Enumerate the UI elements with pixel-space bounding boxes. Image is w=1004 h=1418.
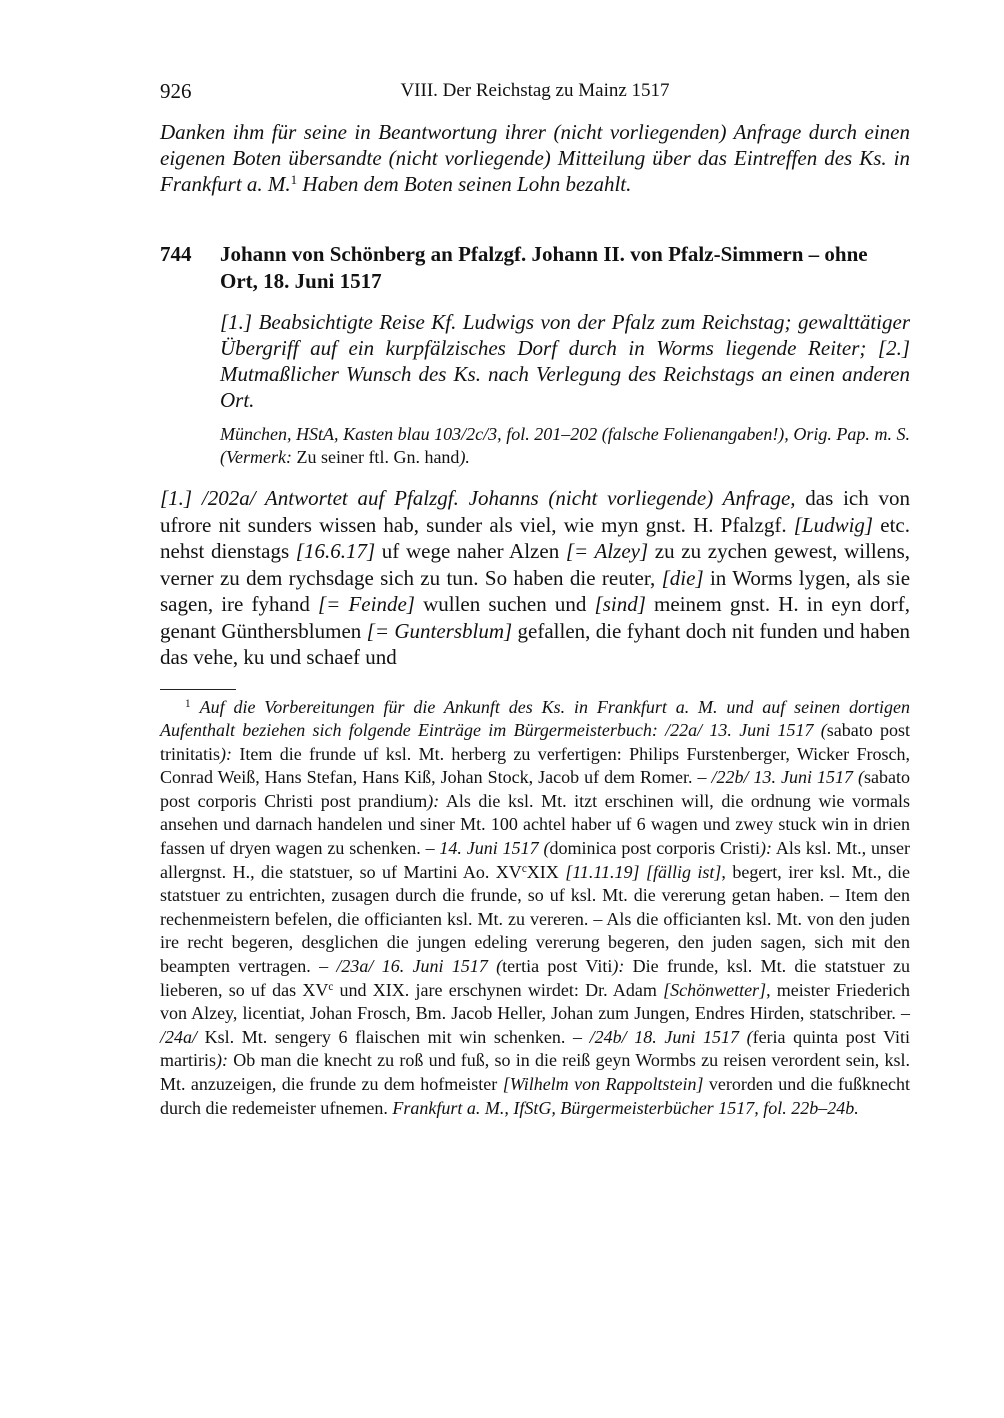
page-header — [160, 76, 910, 112]
fn-seg: verorden und die fußknecht durch die redemeister ufnemen. — [160, 1074, 911, 1118]
body-seg: [= Alzey] — [565, 539, 649, 563]
body-seg: [1.] /202a/ Antwortet auf Pfalzgf. Johanns (nicht vorliegende) Anfrage, — [160, 486, 796, 510]
body-seg: wullen suchen und — [414, 592, 595, 616]
entry-heading — [160, 241, 910, 295]
body-seg: uf wege naher Alzen — [375, 539, 566, 563]
footnote-divider — [160, 689, 236, 690]
fn-seg: ): — [760, 838, 773, 859]
fn-seg: ): — [220, 743, 232, 764]
fn-seg: ): — [427, 790, 440, 811]
body-seg: [= Feinde] — [317, 592, 415, 616]
fn-seg: ): — [612, 956, 625, 977]
fn-seg: Als ksl. Mt., unser allergnst. H., die statstuer, so uf Martini Ao. XV — [160, 838, 910, 882]
fn-seg: tertia post Viti — [502, 956, 613, 977]
footnote-ref[interactable]: 1 — [290, 171, 298, 187]
body-seg: gefallen, die fyhant doch nit funden und haben das vehe, ku und schaef und — [160, 618, 911, 669]
fn-sup: c — [521, 862, 527, 875]
fn-seg: Item die frunde uf ksl. Mt. herberg zu verfertigen: Philips Furstenberger, Wicker Frosch, Conrad Weiß, Hans Stefan, Hans Kiß, Johan Stock, Jacob uf dem Romer. — [160, 743, 910, 788]
fn-sup: c — [328, 980, 334, 993]
body-seg: etc. nehst dienstags — [160, 512, 910, 563]
fn-seg: [Schönwetter] — [663, 979, 767, 1000]
entry-title: Johann von Schönberg an Pfalzgf. Johann II. von Pfalz-Simmern – ohne Ort, 18. Juni 1517 — [220, 242, 868, 293]
source-text: München, HStA, Kasten blau 103/2c/3, fol. 201–202 (falsche Folienangaben!), Orig. Pap. m. S. (Vermerk: — [220, 424, 910, 467]
fn-seg: – /24b/ 18. Juni 1517 ( — [573, 1026, 753, 1047]
fn-seg: – /22b/ 13. Juni 1517 ( — [697, 767, 864, 788]
body-seg: [16.6.17] — [295, 539, 376, 563]
body-paragraph — [160, 485, 910, 671]
fn-seg: dominica post corporis Cristi — [549, 838, 761, 859]
entry-regest: [1.] Beabsichtigte Reise Kf. Ludwigs von der Pfalz zum Reichstag; gewalttätiger Übergriff auf ein kurpfälzisches Dorf durch in Worms liegende Reiter; [2.] Mutmaßlicher Wunsch des Ks. nach Verlegung des Reichstags an einen anderen Ort. — [220, 310, 910, 412]
body-seg: [= Guntersblum] — [366, 618, 513, 643]
fn-seg: Ksl. Mt. sengery 6 flaischen mit win schenken. — [197, 1026, 573, 1047]
fn-seg: – /24a/ — [160, 1003, 910, 1047]
fn-seg: , meister Friederich von Alzey, licentiat, Johan Frosch, Bm. Jacob Heller, Johan zum Jungen, Endres Hirden, statschriber. — [160, 979, 910, 1024]
fn-seg: Frankfurt a. M., IfStG, Bürgermeisterbücher 1517, fol. 22b–24b. — [392, 1097, 859, 1118]
fn-seg: sabato post corporis Christi post prandium — [160, 767, 910, 811]
fn-seg: XIX — [526, 861, 566, 882]
body-seg: in Worms lygen, als sie sagen, ire fyhand — [160, 565, 911, 616]
fn-seg: – /23a/ 16. Juni 1517 ( — [319, 956, 503, 977]
fn-seg: Auf die Vorbereitungen für die Ankunft des Ks. in Frankfurt a. M. und auf seinen dortigen Aufenthalt beziehen sich folgende Einträge im Bürgermeisterbuch: /22a/ 13. Juni 1517 ( — [160, 696, 910, 741]
fn-seg: Ob man die knecht zu roß und fuß, so in die reiß geyn Wormbs zu reisen verordent sein, ksl. Mt. anzuzeigen, die frunde zu dem hofmeister — [160, 1050, 910, 1094]
intro-text-after: Haben dem Boten seinen Lohn bezahlt. — [297, 172, 632, 196]
fn-seg: feria quinta post Viti martiris — [160, 1026, 910, 1071]
fn-seg: Als die ksl. Mt. itzt erschinen will, die ordnung wie vormals ansehen und darnach handelen und siner Mt. 100 achtel haber uf 6 wagen und zwey stuck win in drien fassen uf dryen wagen zu schenken. — [160, 790, 910, 859]
body-seg: das ich von ufrore nit sunders wissen hab, sunder als viel, wie myn gnst. H. Pfalzgf. — [160, 486, 910, 537]
fn-seg: – 14. Juni 1517 ( — [425, 838, 550, 859]
intro-text: Danken ihm für seine in Beantwortung ihrer (nicht vorliegenden) Anfrage durch einen eigenen Boten übersandte (nicht vorliegende) Mitteilung über das Eintreffen des Ks. in Frankfurt a. M. — [160, 120, 910, 196]
fn-seg: [Wilhelm von Rappoltstein] — [502, 1074, 704, 1094]
source-note: Zu seiner ftl. Gn. hand — [296, 447, 460, 467]
footnote — [160, 696, 910, 1121]
intro-paragraph — [160, 119, 910, 197]
fn-seg: Die frunde, ksl. Mt. die statstuer zu lieberen, so uf das XV — [160, 956, 910, 1000]
entry-number: 744 — [160, 242, 192, 266]
source-close: ). — [459, 447, 470, 467]
fn-seg: sabato post trinitatis — [160, 720, 910, 764]
body-seg: [die] — [661, 565, 704, 590]
running-title: VIII. Der Reichstag zu Mainz 1517 — [400, 80, 670, 101]
body-seg: meinem gnst. H. in eyn dorf, genant Günthersblumen — [160, 592, 910, 643]
body-seg: zu zu zychen gewest, willens, verner zu dem rychsdage sich zu tun. So haben die reuter, — [160, 539, 910, 590]
fn-seg: [11.11.19] [fällig ist] — [565, 861, 722, 882]
fn-seg: und XIX. jare erschynen wirdet: Dr. Adam — [333, 979, 664, 1000]
entry-source — [220, 423, 910, 469]
body-seg: [Ludwig] — [793, 512, 874, 537]
fn-seg: ): — [216, 1050, 228, 1071]
footnote-number-sup: 1 — [185, 697, 191, 710]
document-page — [160, 76, 910, 1120]
body-seg: [sind] — [594, 592, 646, 616]
page-number: 926 — [160, 79, 192, 103]
fn-seg: , begert, irer ksl. Mt., die statstuer zu entrichten, zusagen durch die frunde, so uf ksl. Mt. die vererung getan haben. – Item den rechenmeistern befelen, die officianten ksl. Mt. zu vereren. – Als die officianten ksl. Mt. von den juden ire recht begeren, desglichen die jungen edeling vererung begeren, den juden sagen, sich mit den beampten vertragen. — [160, 861, 910, 977]
footnote-number — [185, 696, 200, 720]
